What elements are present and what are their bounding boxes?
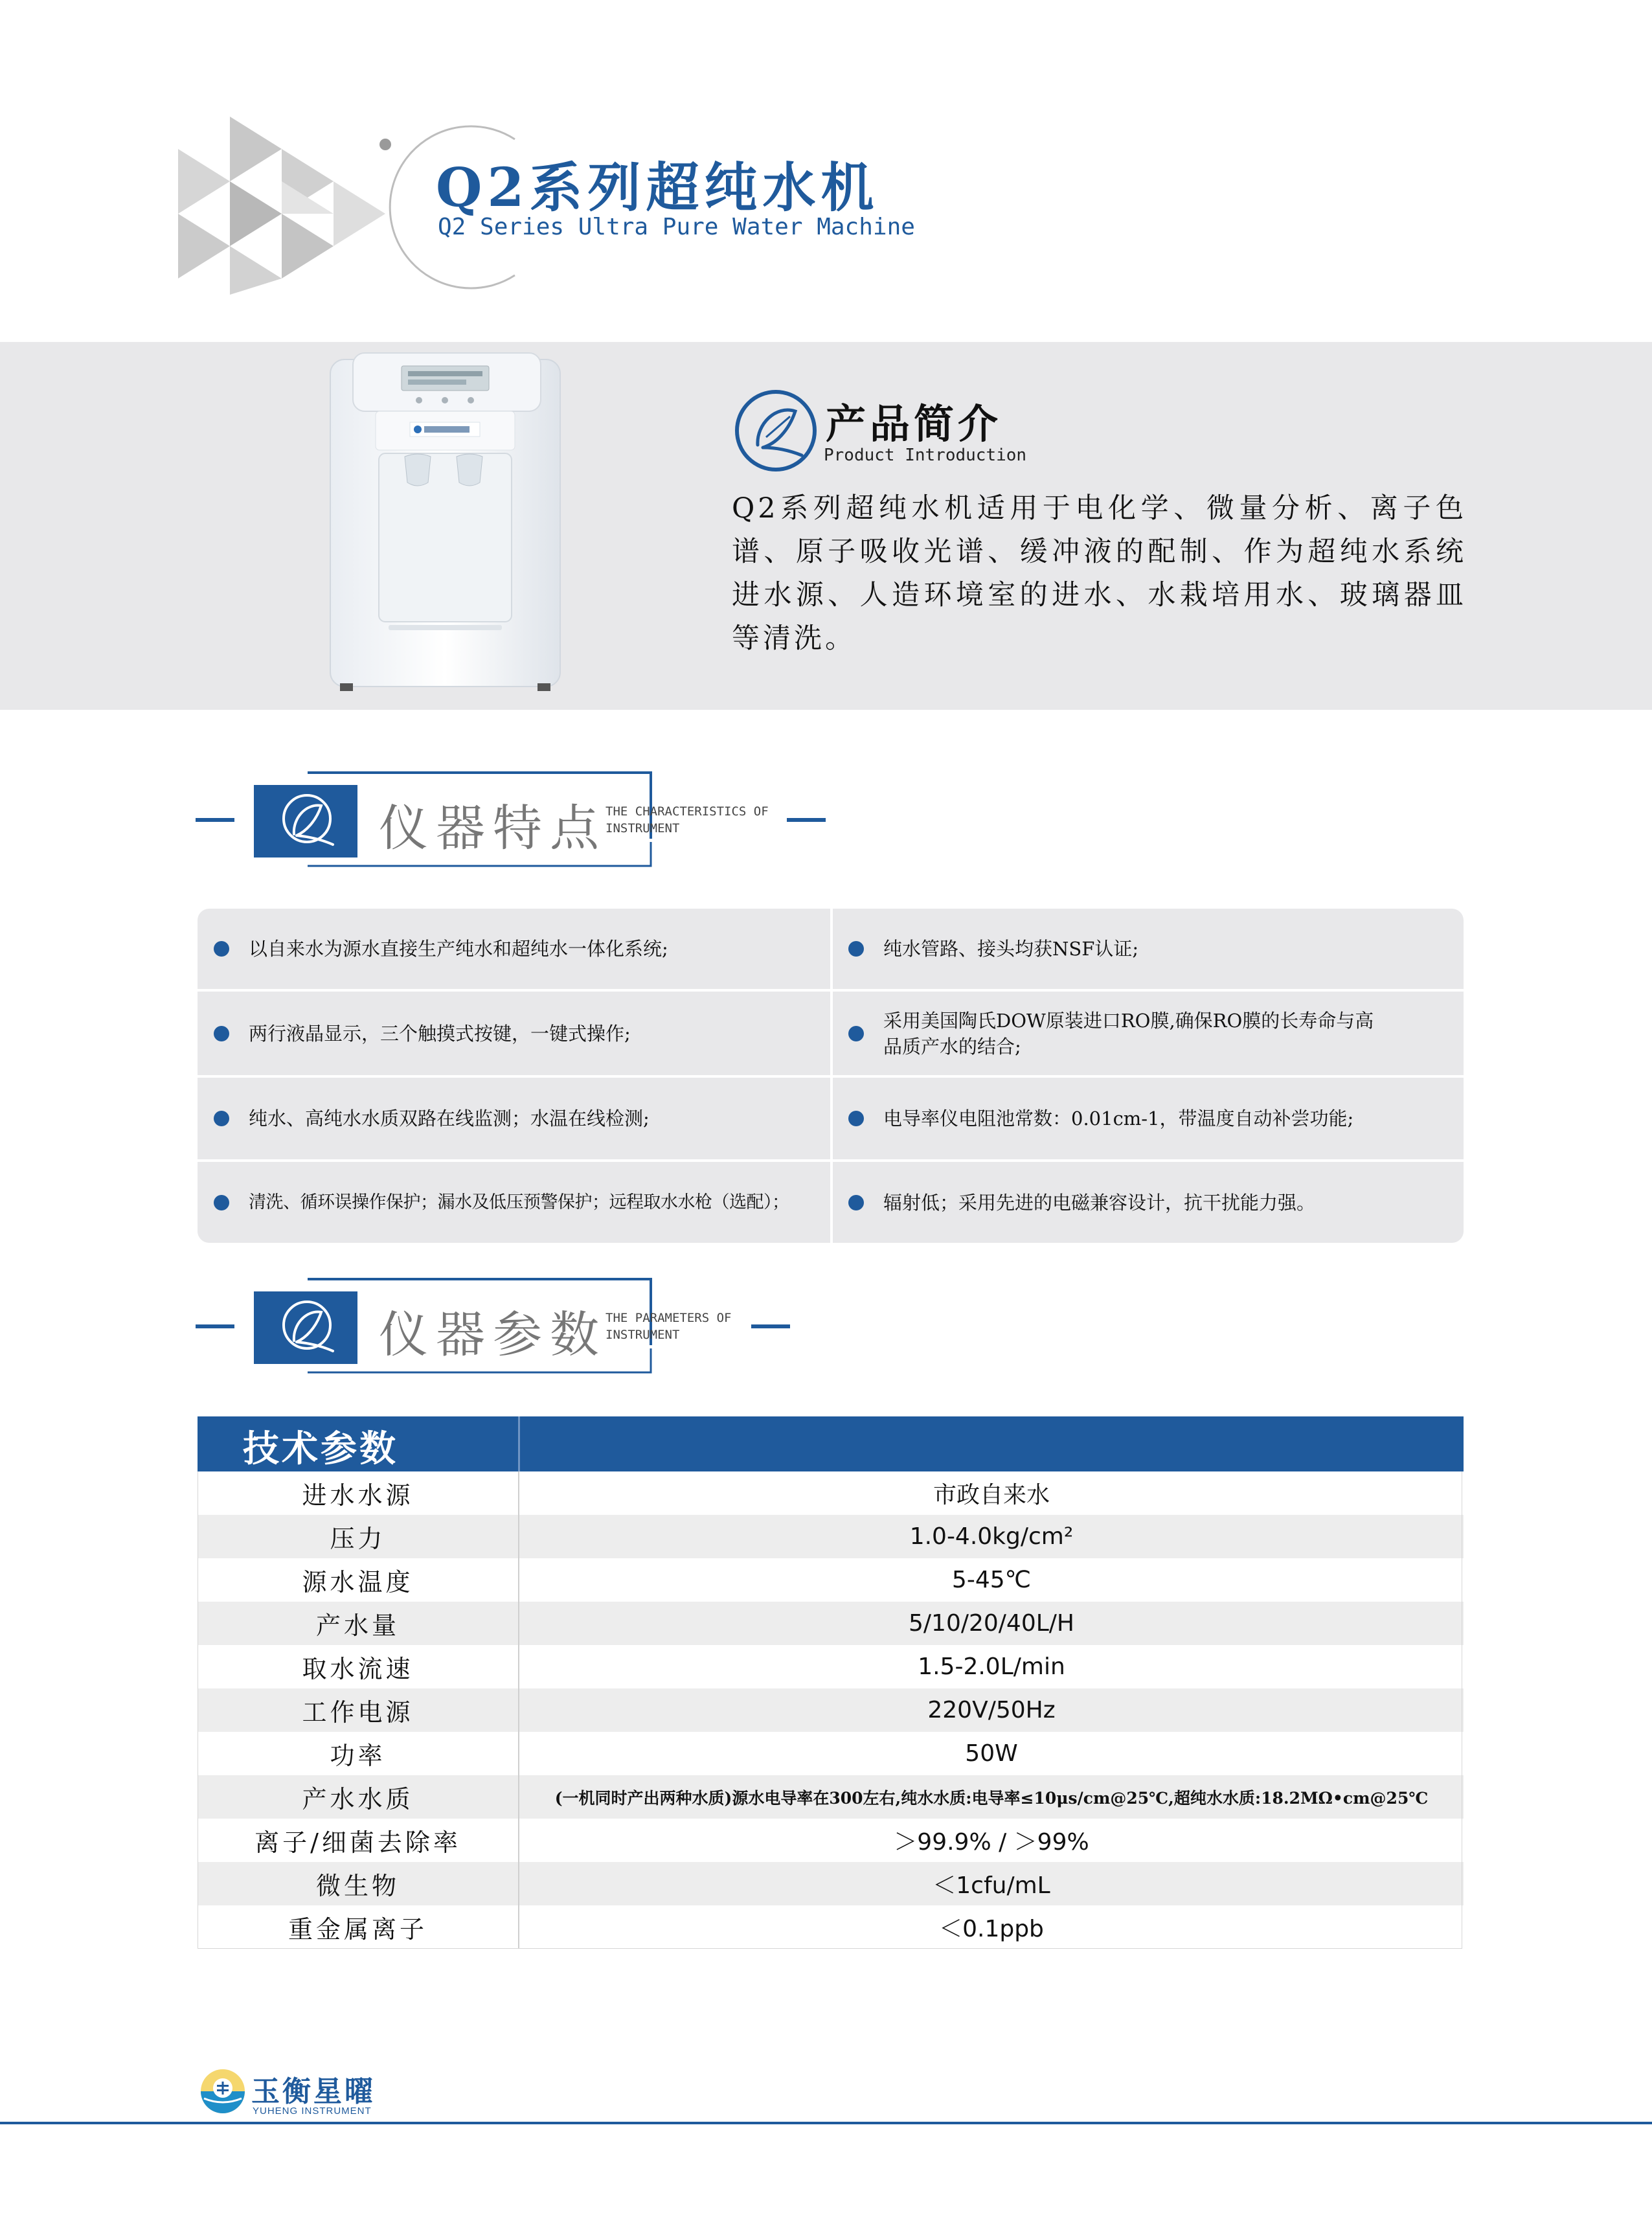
footer-logo-icon <box>198 2066 248 2117</box>
param-value: 1.0-4.0kg/cm² <box>909 1523 1074 1550</box>
params-table-border <box>198 1471 1462 1949</box>
feature-text: 以自来水为源水直接生产纯水和超纯水一体化系统; <box>249 938 668 960</box>
feature-text: 纯水管路、接头均获NSF认证; <box>883 938 1139 960</box>
feather-icon <box>254 1291 357 1364</box>
param-key: 微生物 <box>315 1872 400 1900</box>
param-key: 功率 <box>330 1742 386 1770</box>
param-value: 5/10/20/40L/H <box>909 1610 1074 1637</box>
feature-text: 清洗、循环误操作保护；漏水及低压预警保护；远程取水水枪（选配）； <box>249 1192 789 1212</box>
feature-item <box>214 1078 826 1159</box>
param-value: 5-45℃ <box>951 1567 1032 1593</box>
param-value: 50W <box>965 1740 1018 1767</box>
param-value: (一机同时产出两种水质)源水电导率在300左右,纯水水质:电导率≤10μs/cm@25℃,超纯水水质:18.2MΩ•cm@25℃ <box>554 1788 1429 1808</box>
param-value: ＞99.9% / ＞99% <box>894 1829 1089 1856</box>
footer-brand: 玉衡星曜 <box>251 2075 376 2108</box>
param-key: 离子/细菌去除率 <box>255 1828 461 1857</box>
params-title: 仪器参数 <box>379 1306 607 1363</box>
page-subtitle: Q2 Series Ultra Pure Water Machine <box>438 214 915 240</box>
feature-item <box>214 992 826 1075</box>
feature-item <box>214 1162 828 1243</box>
feature-item <box>848 992 1379 1075</box>
bullet-dot-icon <box>214 1195 229 1210</box>
bullet-dot-icon <box>848 1195 864 1210</box>
param-key: 压力 <box>330 1525 386 1553</box>
footer-brand-en: YUHENG INSTRUMENT <box>253 2106 372 2117</box>
param-value: ＜1cfu/mL <box>933 1872 1050 1899</box>
feature-item <box>848 1078 1451 1159</box>
param-value: 220V/50Hz <box>927 1697 1056 1723</box>
bullet-dot-icon <box>848 941 864 957</box>
intro-text: Q2系列超纯水机适用于电化学、微量分析、离子色谱、原子吸收光谱、缓冲液的配制、作为超纯水系统进水源、人造环境室的进水、水栽培用水、玻璃器皿等清洗。 <box>732 492 1467 655</box>
param-key: 进水水源 <box>302 1481 414 1510</box>
feature-item <box>848 1162 1451 1243</box>
features-title: 仪器特点 <box>379 799 607 857</box>
feature-item <box>848 909 1451 989</box>
params-header-icon-box <box>254 1291 357 1364</box>
params-table-header-divider <box>518 1416 520 1471</box>
params-header-line-left <box>196 1324 234 1328</box>
product-image-water-machine <box>327 350 567 699</box>
feature-text: 纯水、高纯水水质双路在线监测；水温在线检测; <box>249 1107 650 1130</box>
bullet-dot-icon <box>848 1026 864 1041</box>
param-key: 源水温度 <box>302 1568 414 1596</box>
features-header-icon-box <box>254 785 357 857</box>
feature-item <box>214 909 826 989</box>
feature-text: 采用美国陶氏DOW原装进口RO膜,确保RO膜的长寿命与高品质产水的结合; <box>883 1009 1374 1058</box>
feature-text: 辐射低；采用先进的电磁兼容设计，抗干扰能力强。 <box>883 1191 1316 1214</box>
param-value: 1.5-2.0L/min <box>918 1653 1065 1680</box>
param-value: ＜0.1ppb <box>939 1916 1044 1942</box>
params-table-header-label: 技术参数 <box>243 1427 398 1470</box>
param-key: 取水流速 <box>302 1655 414 1683</box>
features-title-en: THE CHARACTERISTICS OF INSTRUMENT <box>605 804 769 835</box>
intro-heading: 产品简介 <box>826 400 1002 448</box>
features-grid <box>198 909 1464 1243</box>
param-key: 产水量 <box>315 1611 400 1640</box>
features-header-line-left <box>196 818 234 822</box>
intro-heading-en: Product Introduction <box>824 446 1027 465</box>
params-title-en: THE PARAMETERS OF INSTRUMENT <box>605 1311 732 1342</box>
bullet-dot-icon <box>214 1026 229 1041</box>
footer-line <box>0 2122 1652 2124</box>
param-value: 市政自来水 <box>933 1482 1050 1508</box>
page-title: Q2系列超纯水机 <box>436 157 879 219</box>
param-key: 工作电源 <box>302 1698 414 1727</box>
bullet-dot-icon <box>214 1111 229 1126</box>
param-key: 重金属离子 <box>288 1915 427 1944</box>
bullet-dot-icon <box>848 1111 864 1126</box>
intro-logo-icon <box>730 385 821 476</box>
feather-icon <box>254 785 357 857</box>
feature-text: 电导率仪电阻池常数：0.01cm-1，带温度自动补尝功能; <box>883 1107 1354 1130</box>
param-key: 产水水质 <box>302 1785 414 1813</box>
bullet-dot-icon <box>214 941 229 957</box>
feature-text: 两行液晶显示，三个触摸式按键，一键式操作; <box>249 1022 631 1045</box>
